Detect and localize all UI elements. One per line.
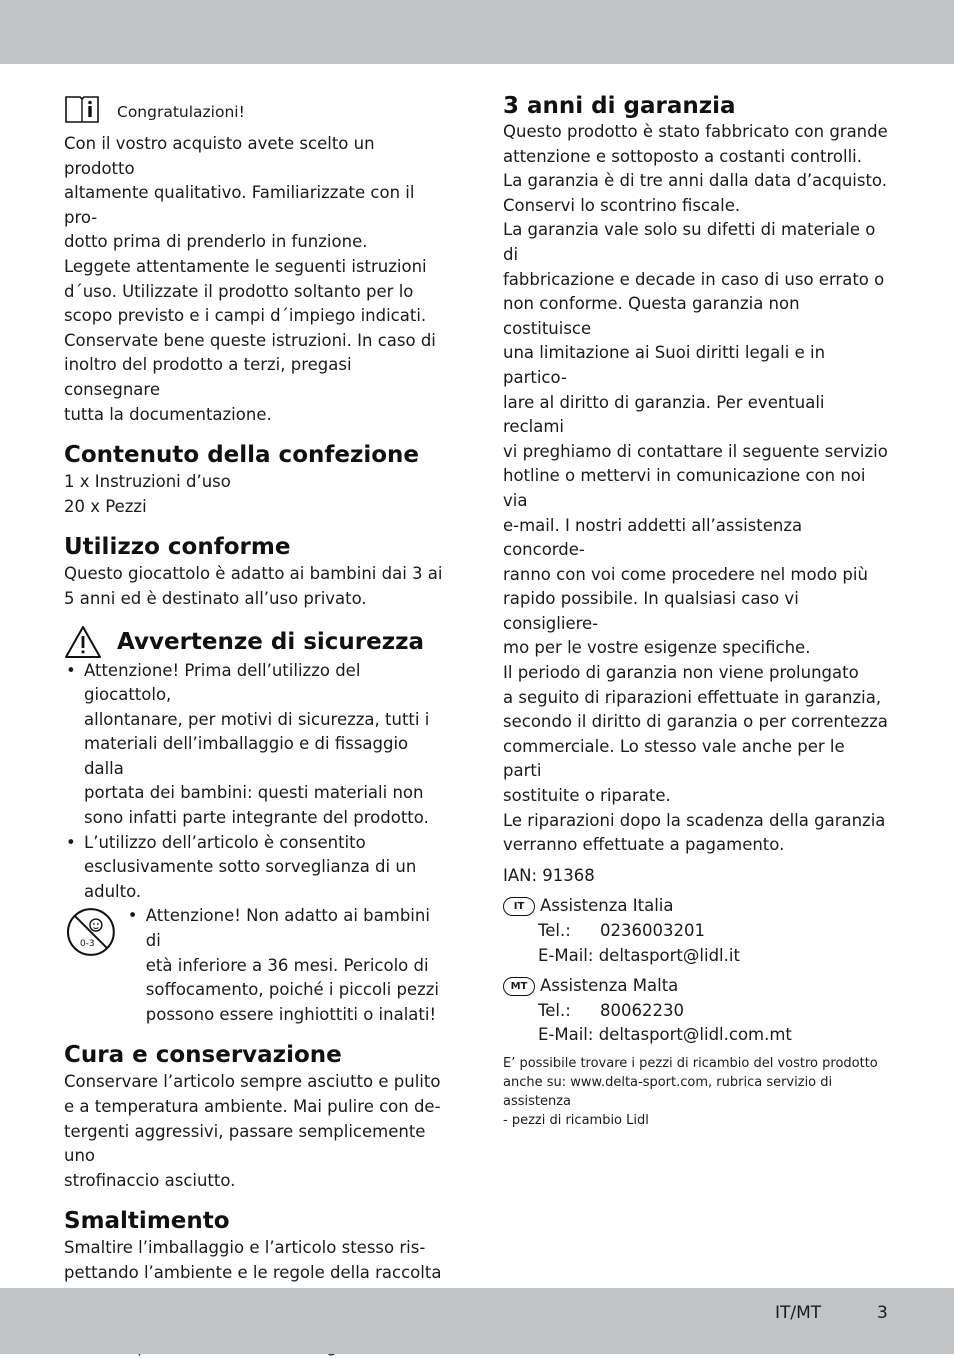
- spare-parts-line: E’ possibile trovare i pezzi di ricambio del vostro prodotto: [503, 1055, 878, 1071]
- care-line: tergenti aggressivi, passare semplicemente uno: [64, 1121, 426, 1166]
- contact-header: [503, 894, 888, 919]
- disposal-line: Smaltire l’imballaggio e l’articolo stesso ris-: [64, 1238, 426, 1258]
- intended-use-line: 5 anni ed è destinato all’uso privato.: [64, 588, 367, 608]
- warranty-line: lare al diritto di garanzia. Per eventuali reclami: [503, 392, 825, 437]
- contact-phone: [503, 919, 888, 944]
- footer-language: IT/MT: [775, 1303, 822, 1323]
- spare-parts-line: - pezzi di ricambio Lidl: [503, 1112, 649, 1128]
- care-line: strofinaccio asciutto.: [64, 1170, 236, 1190]
- intro-line: inoltro del prodotto a terzi, pregasi consegnare: [64, 355, 352, 399]
- contact-malta: [503, 974, 888, 1048]
- intro-text: [64, 132, 449, 427]
- safety-item: [64, 831, 449, 905]
- info-book-icon: [64, 94, 100, 124]
- top-band: [0, 0, 954, 64]
- warranty-line: attenzione e sottoposto a costanti controlli.: [503, 146, 863, 166]
- contents-item: 20 x Pezzi: [64, 496, 147, 516]
- warranty-line: una limitazione ai Suoi diritti legali e in partico-: [503, 343, 826, 387]
- warranty-line: e-mail. I nostri addetti all’assistenza concorde-: [503, 515, 803, 560]
- intro-line: altamente qualitativo. Familiarizzate con il pro-: [64, 183, 415, 227]
- care-line: Conservare l’articolo sempre asciutto e pulito: [64, 1072, 441, 1092]
- warranty-line: sostituite o riparate.: [503, 786, 671, 806]
- right-column: [503, 92, 888, 1130]
- safety-line: possono essere inghiottiti o inalati!: [145, 1004, 437, 1024]
- care-line: e a temperatura ambiente. Mai pulire con de-: [64, 1097, 441, 1116]
- contact-phone: [503, 999, 888, 1024]
- contact-email: E-Mail: deltasport@lidl.com.mt: [538, 1025, 792, 1045]
- warranty-line: hotline o mettervi in comunicazione con noi via: [503, 466, 866, 510]
- warranty-line: Conservi lo scontrino fiscale.: [503, 195, 741, 215]
- contact-email: E-Mail: deltasport@lidl.it: [538, 945, 740, 965]
- safety-item: [126, 904, 449, 1027]
- warning-triangle-icon: [64, 625, 102, 659]
- safety-heading-row: [64, 625, 449, 659]
- warranty-line: non conforme. Questa garanzia non costituisce: [503, 294, 800, 338]
- safety-list: [64, 659, 449, 905]
- contents-heading: Contenuto della confezione: [64, 442, 420, 469]
- warranty-line: Il periodo di garanzia non viene prolungato: [503, 663, 859, 683]
- safety-line: Attenzione! Non adatto ai bambini di: [145, 906, 430, 951]
- spare-parts-line: anche su: www.delta-sport.com, rubrica servizio di assistenza: [503, 1074, 833, 1109]
- warranty-line: secondo il diritto di garanzia o per correntezza: [503, 712, 888, 732]
- phone-number: 80062230: [600, 1000, 684, 1020]
- contents-item: 1 x Instruzioni d’uso: [64, 472, 231, 492]
- spare-parts-note: [503, 1054, 888, 1130]
- contact-name: Assistenza Malta: [540, 976, 679, 996]
- warranty-line: rapido possibile. In qualsiasi caso vi consigliere-: [503, 589, 799, 633]
- safety-line: adulto.: [84, 881, 142, 901]
- care-section: [64, 1041, 449, 1193]
- intro-line: dotto prima di prenderlo in funzione.: [64, 232, 368, 252]
- safety-line: portata dei bambini: questi materiali non: [84, 783, 424, 803]
- safety-line: soffocamento, poiché i piccoli pezzi: [145, 980, 439, 1000]
- country-badge: IT: [503, 897, 535, 916]
- intro-line: Con il vostro acquisto avete scelto un prodotto: [64, 134, 375, 178]
- intro-header: [64, 96, 449, 124]
- intro-line: Conservate bene queste istruzioni. In caso di: [64, 330, 436, 350]
- warranty-line: vi preghiamo di contattare il seguente servizio: [503, 441, 888, 461]
- safety-heading: Avvertenze di sicurezza: [117, 628, 425, 655]
- phone-label: Tel.:: [538, 1000, 571, 1020]
- safety-line: L’utilizzo dell’articolo è consentito: [84, 832, 366, 852]
- care-heading: Cura e conservazione: [64, 1042, 342, 1069]
- warranty-text: [503, 120, 888, 858]
- warranty-line: Questo prodotto è stato fabbricato con grande: [503, 122, 888, 141]
- contact-header: [503, 974, 888, 999]
- bullet: •: [66, 832, 76, 852]
- bullet: •: [127, 906, 138, 926]
- contact-italy: [503, 894, 888, 968]
- warranty-line: La garanzia vale solo su difetti di materiale o di: [503, 220, 876, 264]
- phone-label: Tel.:: [538, 921, 571, 940]
- intro-line: scopo previsto e i campi d´impiego indicati.: [64, 306, 427, 326]
- safety-item: [64, 659, 449, 831]
- safety-line: Attenzione! Prima dell’utilizzo del giocattolo,: [84, 660, 361, 705]
- left-column: [64, 96, 449, 1359]
- contents-section: [64, 441, 449, 519]
- contact-name: Assistenza Italia: [540, 896, 674, 916]
- safety-line: esclusivamente sotto sorveglianza di un: [84, 857, 417, 877]
- warranty-line: ranno con voi come procedere nel modo più: [503, 564, 868, 584]
- warranty-line: Le riparazioni dopo la scadenza della garanzia: [503, 810, 886, 830]
- safety-line: sono infatti parte integrante del prodotto.: [84, 808, 429, 828]
- country-badge: MT: [503, 977, 535, 996]
- age-icon-label: 0-3: [79, 939, 95, 950]
- warranty-heading: 3 anni di garanzia: [503, 93, 736, 119]
- warranty-line: a seguito di riparazioni effettuate in garanzia,: [503, 687, 882, 707]
- safety-section: [64, 625, 449, 1028]
- warranty-line: mo per le vostre esigenze specifiche.: [503, 638, 811, 658]
- disposal-line: pettando l’ambiente e le regole della raccolta: [64, 1262, 442, 1282]
- age-restriction-icon: [64, 899, 126, 961]
- intro-line: tutta la documentazione.: [64, 404, 272, 424]
- intended-use-line: Questo giocattolo è adatto ai bambini dai 3 ai: [64, 564, 443, 584]
- age-warning-list: [126, 904, 449, 1027]
- ian-number: IAN: 91368: [503, 865, 595, 885]
- phone-number: 0236003201: [600, 921, 705, 940]
- intro-line: d´uso. Utilizzate il prodotto soltanto per lo: [64, 281, 414, 301]
- intro-line: Leggete attentamente le seguenti istruzioni: [64, 256, 427, 276]
- warranty-line: verranno effettuate a pagamento.: [503, 835, 785, 855]
- intended-use-section: [64, 533, 449, 611]
- page-number: 3: [877, 1303, 888, 1323]
- intro-title: Congratulazioni!: [117, 103, 245, 121]
- bullet: •: [66, 660, 76, 680]
- safety-line: età inferiore a 36 mesi. Pericolo di: [145, 955, 429, 975]
- safety-line: allontanare, per motivi di sicurezza, tutti i: [84, 709, 430, 729]
- age-warning-row: [64, 904, 449, 1027]
- warranty-line: La garanzia è di tre anni dalla data d’acquisto.: [503, 171, 887, 191]
- warranty-line: fabbricazione e decade in caso di uso errato o: [503, 269, 885, 289]
- warranty-line: commerciale. Lo stesso vale anche per le parti: [503, 736, 845, 781]
- disposal-heading: Smaltimento: [64, 1208, 230, 1235]
- safety-line: materiali dell’imballaggio e di fissaggio dalla: [84, 734, 409, 778]
- intended-use-heading: Utilizzo conforme: [64, 534, 291, 561]
